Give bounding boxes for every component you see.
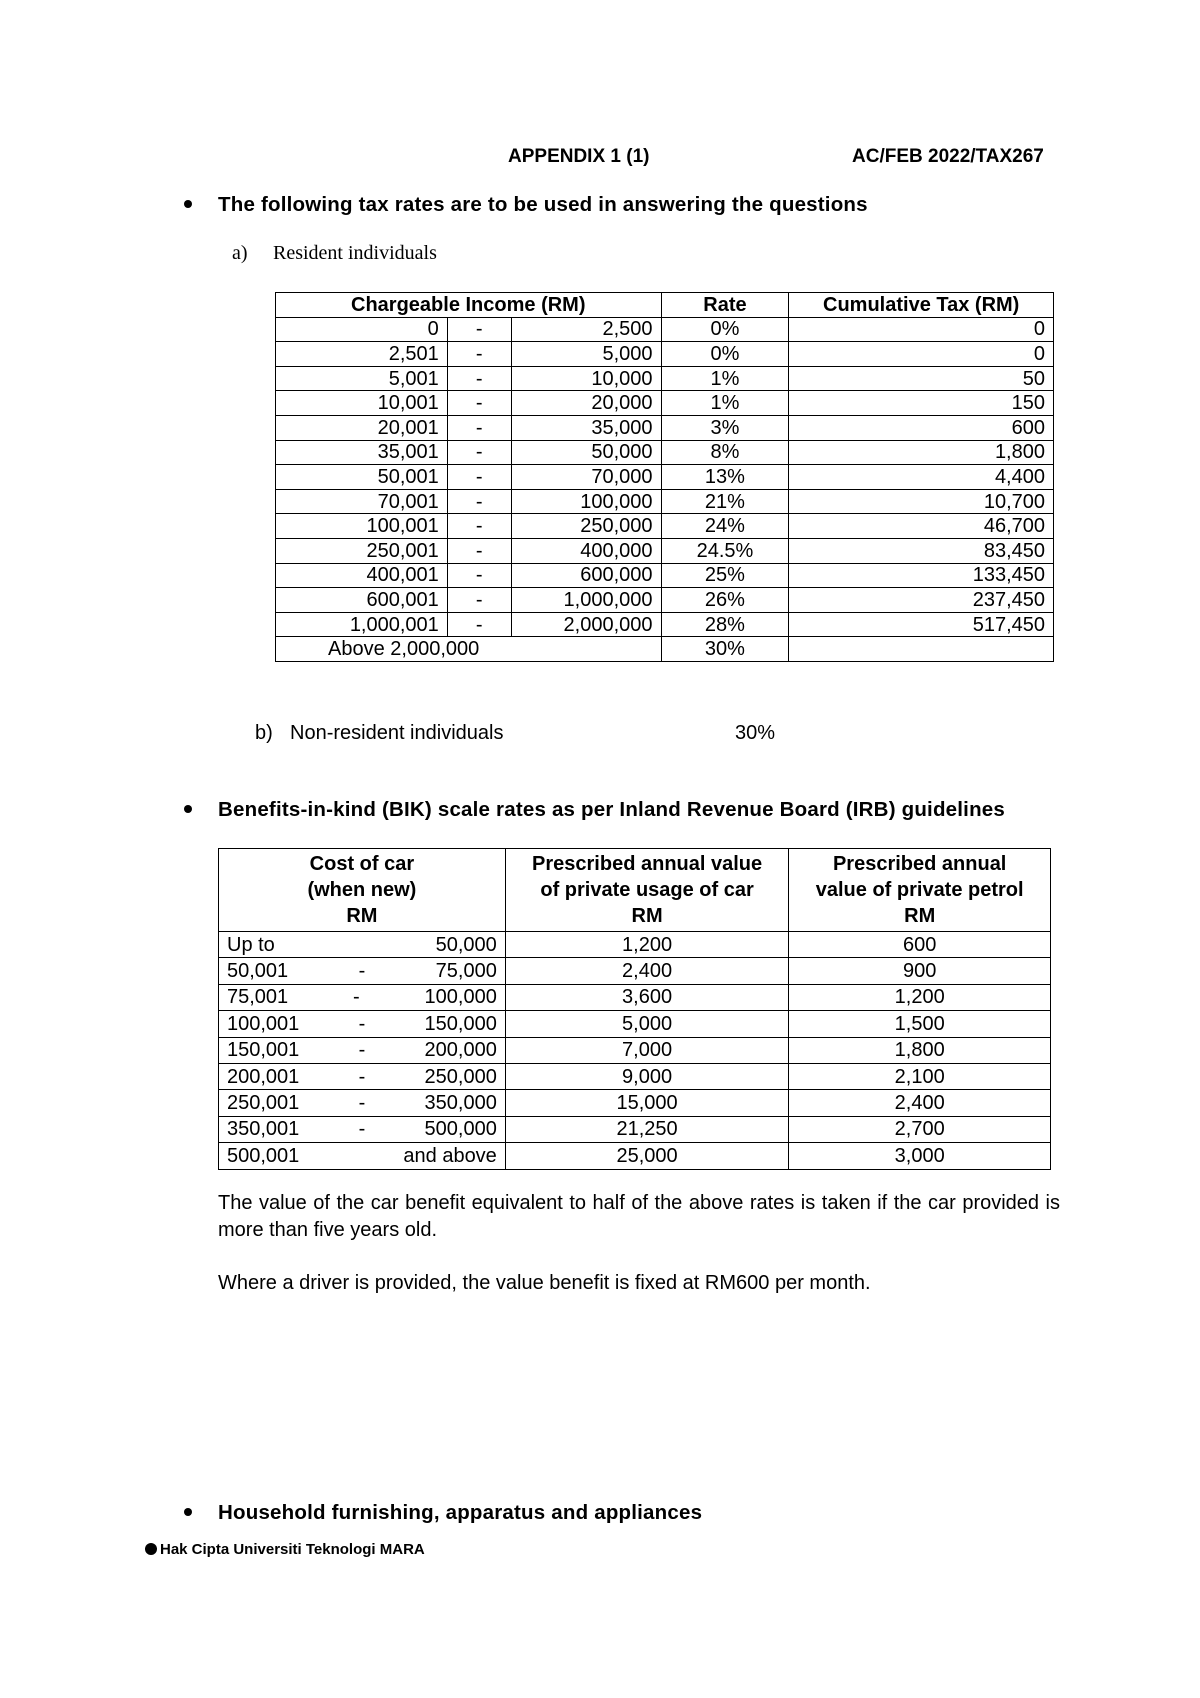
income-from-cell: 1,000,001 [276, 612, 448, 637]
range-dash-cell: - [447, 465, 511, 490]
petrol-value-cell: 2,100 [789, 1063, 1051, 1089]
header-line: Cost of car [309, 853, 415, 875]
range-dash: - [358, 1039, 366, 1062]
copyright-icon [145, 1543, 157, 1555]
car-cost-cell [219, 1037, 506, 1063]
bullet-icon [184, 805, 192, 813]
rate-cell: 25% [661, 563, 789, 588]
item-b-text: Non-resident individuals [290, 722, 504, 744]
range-dash-cell: - [447, 563, 511, 588]
note-driver: Where a driver is provided, the value benefit is fixed at RM600 per month. [218, 1272, 871, 1294]
range-dash: - [358, 1092, 366, 1115]
petrol-value-cell: 2,700 [789, 1116, 1051, 1142]
income-to-cell: 2,000,000 [511, 612, 661, 637]
table-row [276, 415, 1054, 440]
header-line: RM [904, 905, 936, 927]
rate-cell: 0% [661, 342, 789, 367]
cumulative-tax-cell: 1,800 [789, 440, 1054, 465]
table-row [276, 342, 1054, 367]
cumulative-tax-cell: 517,450 [789, 612, 1054, 637]
rate-cell: 28% [661, 612, 789, 637]
rate-cell: 13% [661, 465, 789, 490]
table-row [276, 637, 1054, 662]
car-value-cell: 9,000 [505, 1063, 789, 1089]
income-from-cell: 20,001 [276, 415, 448, 440]
car-value-cell: 5,000 [505, 1011, 789, 1037]
cost-from: 200,001 [227, 1065, 300, 1088]
table-row [219, 1090, 1051, 1116]
car-cost-cell [219, 984, 506, 1010]
rate-cell: 24% [661, 514, 789, 539]
income-to-cell: 10,000 [511, 366, 661, 391]
table-row [219, 1037, 1051, 1063]
table-row [219, 932, 1051, 958]
range-dash-cell: - [447, 440, 511, 465]
cost-to: 200,000 [424, 1039, 497, 1062]
income-band-label: Above 2,000,000 [276, 637, 662, 662]
car-cost-cell [219, 1090, 506, 1116]
income-from-cell: 600,001 [276, 588, 448, 613]
income-from-cell: 35,001 [276, 440, 448, 465]
rate-cell: 3% [661, 415, 789, 440]
table-row [276, 317, 1054, 342]
cumulative-tax-cell: 600 [789, 415, 1054, 440]
table-header-row [219, 849, 1051, 932]
note-old-car: The value of the car benefit equivalent to half of the above rates is taken if the car provided is more than five years old. [218, 1192, 1060, 1241]
range-dash-cell: - [447, 612, 511, 637]
income-to-cell: 35,000 [511, 415, 661, 440]
petrol-value-cell: 600 [789, 932, 1051, 958]
column-header [219, 849, 506, 932]
table-row [219, 1143, 1051, 1169]
income-to-cell: 2,500 [511, 317, 661, 342]
income-to-cell: 600,000 [511, 563, 661, 588]
range-dash-cell: - [447, 588, 511, 613]
income-from-cell: 400,001 [276, 563, 448, 588]
column-header: Chargeable Income (RM) [276, 293, 662, 318]
section-tax-rates-title: The following tax rates are to be used in answering the questions [218, 193, 868, 216]
course-code: AC/FEB 2022/TAX267 [852, 146, 1044, 167]
petrol-value-cell: 1,200 [789, 984, 1051, 1010]
rate-cell: 30% [661, 637, 789, 662]
petrol-value-cell: 2,400 [789, 1090, 1051, 1116]
table-row [219, 958, 1051, 984]
column-header [789, 849, 1051, 932]
cumulative-tax-cell: 133,450 [789, 563, 1054, 588]
car-cost-cell [219, 1063, 506, 1089]
cost-to: 500,000 [424, 1118, 497, 1141]
range-dash: - [358, 1065, 366, 1088]
resident-tax-rate-table [275, 292, 1054, 662]
table-row [276, 514, 1054, 539]
table-row [219, 1063, 1051, 1089]
income-to-cell: 1,000,000 [511, 588, 661, 613]
car-value-cell: 3,600 [505, 984, 789, 1010]
cumulative-tax-cell: 46,700 [789, 514, 1054, 539]
header-line: value of private petrol [815, 879, 1024, 901]
cost-from: 150,001 [227, 1039, 300, 1062]
petrol-value-cell: 1,800 [789, 1037, 1051, 1063]
rate-cell: 26% [661, 588, 789, 613]
section-household-title: Household furnishing, apparatus and appliances [218, 1501, 703, 1524]
range-dash [325, 934, 385, 956]
income-to-cell: 100,000 [511, 489, 661, 514]
cost-to: 250,000 [424, 1065, 497, 1088]
appendix-heading: APPENDIX 1 (1) [508, 146, 650, 167]
column-header: Rate [661, 293, 789, 318]
income-to-cell: 50,000 [511, 440, 661, 465]
table-row [219, 1116, 1051, 1142]
bullet-icon [184, 1508, 192, 1516]
income-from-cell: 100,001 [276, 514, 448, 539]
cost-to: 350,000 [424, 1092, 497, 1115]
car-value-cell: 7,000 [505, 1037, 789, 1063]
range-dash-cell: - [447, 489, 511, 514]
header-line: Prescribed annual value [532, 853, 763, 875]
range-dash [321, 1145, 381, 1167]
cumulative-tax-cell: 237,450 [789, 588, 1054, 613]
cost-from: 350,001 [227, 1118, 300, 1141]
car-cost-cell [219, 1011, 506, 1037]
cumulative-tax-cell: 0 [789, 317, 1054, 342]
table-row [276, 465, 1054, 490]
income-from-cell: 10,001 [276, 391, 448, 416]
cost-from: 75,001 [227, 986, 289, 1009]
range-dash-cell: - [447, 317, 511, 342]
range-dash-cell: - [447, 342, 511, 367]
cumulative-tax-cell [789, 637, 1054, 662]
income-from-cell: 70,001 [276, 489, 448, 514]
cumulative-tax-cell: 50 [789, 366, 1054, 391]
range-dash-cell: - [447, 514, 511, 539]
bullet-icon [184, 200, 192, 208]
car-value-cell: 25,000 [505, 1143, 789, 1169]
cost-from: 100,001 [227, 1012, 300, 1035]
section-bik-title: Benefits-in-kind (BIK) scale rates as per Inland Revenue Board (IRB) guidelines [218, 798, 1005, 821]
item-a-text: Resident individuals [273, 242, 437, 264]
column-header [505, 849, 789, 932]
car-cost-cell [219, 958, 506, 984]
income-from-cell: 0 [276, 317, 448, 342]
column-header: Cumulative Tax (RM) [789, 293, 1054, 318]
car-value-cell: 21,250 [505, 1116, 789, 1142]
cost-from: 250,001 [227, 1092, 300, 1115]
income-to-cell: 20,000 [511, 391, 661, 416]
header-line: RM [631, 905, 663, 927]
car-value-cell: 1,200 [505, 932, 789, 958]
income-to-cell: 5,000 [511, 342, 661, 367]
cost-to: 100,000 [424, 986, 497, 1009]
cost-to: 50,000 [435, 933, 497, 956]
petrol-value-cell: 3,000 [789, 1143, 1051, 1169]
header-line: (when new) [307, 879, 417, 901]
range-dash: - [358, 1118, 366, 1141]
non-resident-rate: 30% [735, 722, 776, 744]
cumulative-tax-cell: 4,400 [789, 465, 1054, 490]
table-row [276, 440, 1054, 465]
car-value-cell: 15,000 [505, 1090, 789, 1116]
cumulative-tax-cell: 0 [789, 342, 1054, 367]
cumulative-tax-cell: 83,450 [789, 538, 1054, 563]
table-row [276, 588, 1054, 613]
table-row [276, 563, 1054, 588]
rate-cell: 24.5% [661, 538, 789, 563]
copyright-footer [145, 1541, 425, 1558]
rate-cell: 1% [661, 391, 789, 416]
copyright-text: Hak Cipta Universiti Teknologi MARA [160, 1541, 425, 1558]
item-a-label: a) [232, 242, 248, 264]
range-dash-cell: - [447, 415, 511, 440]
table-row [276, 612, 1054, 637]
income-to-cell: 400,000 [511, 538, 661, 563]
range-dash: - [358, 960, 366, 983]
bik-scale-rate-table [218, 848, 1051, 1170]
cost-to: and above [403, 1144, 497, 1167]
cumulative-tax-cell: 150 [789, 391, 1054, 416]
table-row [276, 538, 1054, 563]
cost-from: 500,001 [227, 1144, 300, 1167]
cumulative-tax-cell: 10,700 [789, 489, 1054, 514]
cost-from: Up to [227, 933, 275, 956]
header-line: of private usage of car [540, 879, 754, 901]
rate-cell: 0% [661, 317, 789, 342]
table-row [276, 489, 1054, 514]
range-dash: - [353, 986, 360, 1009]
table-row [219, 1011, 1051, 1037]
header-line: RM [346, 905, 378, 927]
income-to-cell: 70,000 [511, 465, 661, 490]
income-from-cell: 250,001 [276, 538, 448, 563]
income-from-cell: 50,001 [276, 465, 448, 490]
income-from-cell: 5,001 [276, 366, 448, 391]
cost-to: 150,000 [424, 1012, 497, 1035]
income-to-cell: 250,000 [511, 514, 661, 539]
rate-cell: 21% [661, 489, 789, 514]
rate-cell: 8% [661, 440, 789, 465]
cost-to: 75,000 [435, 960, 497, 983]
petrol-value-cell: 1,500 [789, 1011, 1051, 1037]
car-cost-cell [219, 932, 506, 958]
table-row [276, 366, 1054, 391]
cost-from: 50,001 [227, 960, 289, 983]
car-cost-cell [219, 1116, 506, 1142]
item-b-label: b) [255, 722, 273, 744]
range-dash: - [358, 1012, 366, 1035]
petrol-value-cell: 900 [789, 958, 1051, 984]
car-cost-cell [219, 1143, 506, 1169]
range-dash-cell: - [447, 391, 511, 416]
car-value-cell: 2,400 [505, 958, 789, 984]
income-from-cell: 2,501 [276, 342, 448, 367]
table-header-row [276, 293, 1054, 318]
range-dash-cell: - [447, 538, 511, 563]
table-row [276, 391, 1054, 416]
rate-cell: 1% [661, 366, 789, 391]
range-dash-cell: - [447, 366, 511, 391]
table-row [219, 984, 1051, 1010]
header-line: Prescribed annual [832, 853, 1007, 875]
